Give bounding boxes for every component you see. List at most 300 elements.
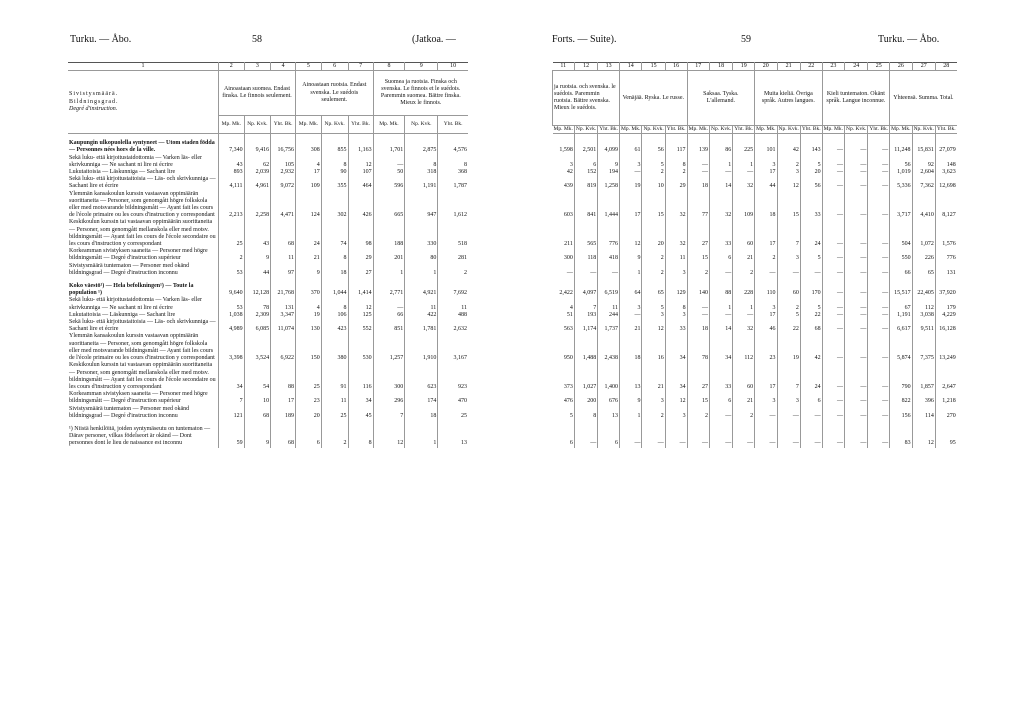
table-cell: 21,768 — [271, 277, 296, 297]
table-cell: 2,438 — [598, 333, 620, 362]
table-cell: 15 — [777, 191, 800, 220]
table-cell: 59 — [219, 420, 245, 448]
table-cell: — — [709, 420, 732, 448]
section2-row — [553, 362, 957, 391]
table-cell: 90 — [321, 169, 348, 176]
table-cell: — — [868, 420, 890, 448]
table-cell: 8,127 — [935, 191, 956, 220]
table-cell: 22 — [777, 319, 800, 333]
table-cell: 12,128 — [244, 277, 271, 297]
table-cell: 1,027 — [574, 362, 597, 391]
table-cell: 296 — [373, 391, 405, 405]
sub-header-women: Np. Kvk. — [846, 126, 867, 132]
table-cell: 43 — [219, 155, 245, 169]
table-cell: 3,524 — [244, 333, 271, 362]
table-cell: 88 — [271, 362, 296, 391]
table-cell: 1,191 — [405, 176, 438, 190]
table-cell: 1 — [709, 155, 732, 169]
table-cell: 43 — [244, 219, 271, 248]
table-cell: 422 — [405, 312, 438, 319]
table-cell: 101 — [755, 134, 777, 155]
section1-row — [553, 176, 957, 190]
table-cell: 24 — [800, 219, 822, 248]
sub-header-men: Mp. Mk. — [823, 126, 844, 132]
table-cell: 3,623 — [935, 169, 956, 176]
table-cell: 11 — [321, 391, 348, 405]
table-cell: — — [777, 420, 800, 448]
row-label: Korkeamman sivistyksen saaneita — Personer med högre bildningsmått — Degré d'instruction supérieur — [69, 248, 208, 262]
table-cell: — — [777, 406, 800, 420]
table-cell: 439 — [563, 183, 573, 190]
table-cell: 116 — [348, 362, 373, 391]
table-cell: — — [777, 263, 800, 277]
table-cell: 15 — [642, 191, 665, 220]
table-cell: 2 — [733, 406, 755, 420]
table-cell: — — [733, 169, 755, 176]
table-cell: 32 — [665, 219, 687, 248]
table-cell: 3 — [777, 248, 800, 262]
col-number: 26 — [890, 63, 912, 71]
table-cell: — — [733, 420, 755, 448]
table-cell: — — [642, 420, 665, 448]
table-cell: 15 — [687, 391, 709, 405]
row-label: Lukutaitoisia — Läskunniga — Sachant lire — [69, 169, 176, 176]
table-cell: 226 — [912, 248, 935, 262]
table-cell: 300 — [373, 362, 405, 391]
table-cell: 12 — [665, 391, 687, 405]
table-cell: — — [687, 297, 709, 311]
table-cell: 819 — [574, 176, 597, 190]
table-cell: 7 — [574, 297, 597, 311]
section1-row — [553, 263, 957, 277]
table-cell: 4,229 — [935, 312, 956, 319]
table-cell: 5 — [800, 297, 822, 311]
right-sub-header-row — [553, 126, 957, 134]
table-cell: 16,756 — [271, 134, 296, 155]
table-cell: — — [822, 176, 844, 190]
table-cell: 66 — [890, 263, 912, 277]
table-cell: 2,501 — [574, 134, 597, 155]
table-cell: — — [822, 297, 844, 311]
table-cell: 131 — [935, 263, 956, 277]
table-cell: 423 — [321, 319, 348, 333]
col-number: 11 — [553, 63, 575, 71]
section2-row — [68, 319, 468, 333]
group-header-swedish-better: ja ruotsia. och svenska. le suédois. Paremmin ruotsia. Bättre svenska. Mieux le suédois. — [553, 71, 620, 126]
table-cell: 1 — [405, 420, 438, 448]
col-number: 4 — [271, 63, 296, 71]
table-cell: 9,511 — [912, 319, 935, 333]
table-cell: 56 — [890, 155, 912, 169]
row-label: Koko väestö¹) — Hela befolkningen¹) — Toute la population ¹) — [69, 283, 194, 297]
table-cell: 109 — [296, 176, 322, 190]
table-cell: — — [800, 263, 822, 277]
left-column-number-row — [68, 63, 468, 71]
table-cell: 822 — [890, 391, 912, 405]
table-cell: 1,218 — [935, 391, 956, 405]
table-cell: 60 — [733, 219, 755, 248]
table-cell: — — [709, 406, 732, 420]
table-cell: 368 — [438, 169, 468, 176]
group-header-bilingual: Suomea ja ruotsia. Finska och svenska. Le finnois et le suédois. Paremmin suomea. Bättre finska. Mieux le finnois. — [373, 71, 468, 116]
table-cell: 3,398 — [219, 333, 245, 362]
right-header-continued: Forts. — Suite). — [552, 34, 617, 45]
table-cell: 3 — [620, 297, 642, 311]
table-cell: 17 — [271, 391, 296, 405]
table-cell: — — [845, 277, 868, 297]
sub-header-men: Mp. Mk. — [219, 116, 245, 134]
table-cell: 95 — [935, 420, 956, 448]
table-cell: 855 — [321, 134, 348, 155]
table-cell: 6 — [574, 155, 597, 169]
table-cell: 33 — [709, 219, 732, 248]
table-cell: 3 — [665, 312, 687, 319]
table-cell: 44 — [755, 176, 777, 190]
table-cell: 54 — [244, 362, 271, 391]
table-cell: 23 — [755, 333, 777, 362]
table-cell: 11 — [438, 297, 468, 311]
table-cell: 281 — [438, 248, 468, 262]
table-cell: 2,309 — [244, 312, 271, 319]
table-cell: 124 — [296, 191, 322, 220]
table-cell: 4,961 — [244, 176, 271, 190]
section1-row — [553, 169, 957, 176]
table-cell: 2,039 — [244, 169, 271, 176]
table-cell: 42 — [777, 134, 800, 155]
table-cell: 25 — [438, 406, 468, 420]
sub-header-men: Mp. Mk. — [373, 116, 405, 134]
sub-header-men: Mp. Mk. — [891, 126, 911, 132]
table-cell: 32 — [733, 319, 755, 333]
table-cell: — — [868, 155, 890, 169]
sub-header-men: Mp. Mk. — [296, 116, 322, 134]
sub-header-men: Mp. Mk. — [756, 126, 776, 132]
table-cell: 9 — [620, 248, 642, 262]
table-cell: — — [845, 219, 868, 248]
table-cell: 4,471 — [271, 191, 296, 220]
section2-row — [553, 312, 957, 319]
table-cell: 148 — [935, 155, 956, 169]
table-cell: 11 — [598, 297, 620, 311]
table-cell: 12 — [373, 420, 405, 448]
table-cell: 170 — [800, 277, 822, 297]
section1-row — [68, 191, 468, 220]
table-cell: 107 — [348, 169, 373, 176]
table-cell: 3,167 — [438, 333, 468, 362]
table-cell: — — [868, 176, 890, 190]
table-cell: 18 — [405, 406, 438, 420]
table-cell: — — [845, 333, 868, 362]
table-cell: 225 — [733, 134, 755, 155]
table-cell: 5 — [642, 297, 665, 311]
table-cell: 156 — [890, 406, 912, 420]
table-cell: — — [574, 420, 597, 448]
row-label: Sekä luku- että kirjoitustaidottomia — Varken läs- eller skrivkunniga — Ne sachant ni lire ni écrire — [69, 297, 203, 311]
table-cell: — — [620, 312, 642, 319]
sub-header-women: Np. Kvk. — [575, 126, 597, 132]
table-cell: 50 — [373, 169, 405, 176]
sub-header-total: Yht. Bk. — [801, 126, 821, 132]
section1-total-row — [68, 134, 468, 155]
table-cell: 188 — [373, 219, 405, 248]
table-cell: — — [868, 169, 890, 176]
table-cell: 2 — [777, 155, 800, 169]
table-cell: 476 — [563, 398, 573, 405]
table-cell: 152 — [574, 169, 597, 176]
table-cell: 2 — [755, 248, 777, 262]
table-cell: — — [822, 219, 844, 248]
group-header-other-languages: Muita kieliä. Övriga språk. Autres langues. — [755, 71, 823, 126]
table-cell: 4,921 — [405, 277, 438, 297]
section2-row — [68, 333, 468, 362]
table-cell: — — [373, 155, 405, 169]
table-cell: 3,717 — [890, 191, 912, 220]
table-cell: — — [845, 297, 868, 311]
table-cell: 118 — [574, 248, 597, 262]
table-cell: 318 — [405, 169, 438, 176]
table-cell: — — [868, 333, 890, 362]
table-cell: 32 — [709, 191, 732, 220]
left-group-header-row — [68, 71, 468, 116]
section1-row — [553, 191, 957, 220]
sub-header-total: Yht. Bk. — [348, 116, 373, 134]
table-cell: 1,857 — [912, 362, 935, 391]
table-cell: 32 — [665, 191, 687, 220]
col-number: 20 — [755, 63, 777, 71]
table-cell: — — [822, 312, 844, 319]
table-cell: 131 — [271, 297, 296, 311]
table-cell: 17 — [755, 219, 777, 248]
table-cell: 676 — [598, 391, 620, 405]
table-cell: 1,444 — [598, 191, 620, 220]
col-number: 22 — [800, 63, 822, 71]
col-number: 9 — [405, 63, 438, 71]
group-header-russian: Venäjää. Ryska. Le russe. — [620, 71, 688, 126]
table-cell: 603 — [563, 212, 573, 219]
table-cell: 21 — [620, 319, 642, 333]
left-page-number: 58 — [252, 34, 262, 45]
table-cell: 6 — [709, 248, 732, 262]
table-cell: 7 — [777, 219, 800, 248]
table-cell: 1,414 — [348, 277, 373, 297]
right-column-number-row — [553, 63, 957, 71]
table-cell: 65 — [912, 263, 935, 277]
group-header-finnish-only: Ainoastaan suomea. Endast finska. Le finnois seulement. — [219, 71, 296, 116]
table-cell: — — [620, 169, 642, 176]
table-cell: 2 — [642, 169, 665, 176]
table-cell: 1,787 — [438, 176, 468, 190]
table-cell: 2,632 — [438, 319, 468, 333]
table-cell: 370 — [296, 277, 322, 297]
col-number: 19 — [733, 63, 755, 71]
table-cell: — — [687, 420, 709, 448]
sub-header-women: Np. Kvk. — [778, 126, 799, 132]
table-cell: 24 — [800, 362, 822, 391]
table-cell: 179 — [935, 297, 956, 311]
table-cell: — — [800, 420, 822, 448]
table-cell: 24 — [296, 219, 322, 248]
table-cell: 45 — [348, 406, 373, 420]
table-cell: 7,375 — [912, 333, 935, 362]
table-cell: 426 — [348, 191, 373, 220]
table-cell: 13 — [620, 362, 642, 391]
table-cell: 18 — [321, 263, 348, 277]
table-cell: 1,910 — [405, 333, 438, 362]
table-cell: 8 — [321, 248, 348, 262]
table-cell: 112 — [912, 297, 935, 311]
table-cell: 130 — [296, 319, 322, 333]
table-cell: 13,249 — [935, 333, 956, 362]
table-cell: 92 — [912, 155, 935, 169]
table-cell: 19 — [777, 333, 800, 362]
table-cell: 504 — [890, 219, 912, 248]
table-cell: 4,111 — [219, 176, 245, 190]
table-cell: 109 — [733, 191, 755, 220]
row-label: Lukutaitoisia — Läskunniga — Sachant lire — [69, 311, 176, 318]
table-cell: 6 — [709, 391, 732, 405]
table-cell: 12 — [777, 176, 800, 190]
table-cell: 3 — [642, 391, 665, 405]
table-cell: — — [822, 319, 844, 333]
table-cell: 77 — [687, 191, 709, 220]
stub-header-sv: Bildningsgrad. — [69, 98, 119, 105]
table-cell: 34 — [219, 362, 245, 391]
table-cell: 563 — [563, 326, 573, 333]
left-statistics-table — [68, 62, 468, 448]
table-cell: 923 — [438, 362, 468, 391]
table-cell: 18 — [755, 191, 777, 220]
table-cell: 552 — [348, 319, 373, 333]
table-cell: 270 — [935, 406, 956, 420]
table-cell: 3 — [665, 263, 687, 277]
col-number: 17 — [687, 63, 709, 71]
table-cell: 5 — [800, 248, 822, 262]
table-cell: 1,019 — [890, 169, 912, 176]
table-cell: 1,044 — [321, 277, 348, 297]
table-cell: 10 — [244, 391, 271, 405]
table-cell: 20 — [642, 219, 665, 248]
table-cell: 11,248 — [890, 134, 912, 155]
table-cell: 4,989 — [219, 319, 245, 333]
table-cell: 11 — [271, 248, 296, 262]
row-label: Ylemmän kansakoulun kurssin vastaavan oppimäärän suorittaneita — Personer, som genomgått högre folkskola eller med motsvarande bildningsmått — Ayant fait les cours de l'école primaire ou les cours d'instruction y correspondant — [69, 333, 215, 362]
sub-header-men: Mp. Mk. — [621, 126, 641, 132]
table-cell: — — [566, 269, 573, 276]
table-cell: 1,737 — [598, 319, 620, 333]
table-cell: 194 — [598, 169, 620, 176]
table-cell: 12,698 — [935, 176, 956, 190]
section2-row — [68, 391, 468, 405]
table-cell: — — [687, 155, 709, 169]
table-cell: 22,405 — [912, 277, 935, 297]
table-cell: 5 — [642, 155, 665, 169]
table-cell: 15 — [687, 248, 709, 262]
stub-header-fr: Degré d'instruction. — [69, 105, 118, 112]
table-cell: — — [822, 391, 844, 405]
sub-header-total: Yht. Bk. — [666, 126, 686, 132]
table-cell: 1,598 — [559, 147, 573, 154]
group-header-german: Saksaa. Tyska. L'allemand. — [687, 71, 755, 126]
col-number: 6 — [321, 63, 348, 71]
table-cell: — — [709, 263, 732, 277]
table-cell: 80 — [405, 248, 438, 262]
section1-row — [68, 263, 468, 277]
table-cell: 200 — [574, 391, 597, 405]
table-cell: 1 — [620, 406, 642, 420]
col-number: 18 — [709, 63, 732, 71]
row-label: Sekä luku- että kirjoitustaitoisia — Läs- och skrivkunniga — Sachant lire et écrire — [69, 176, 216, 190]
table-cell: 97 — [271, 263, 296, 277]
table-cell: 112 — [733, 333, 755, 362]
table-cell: — — [822, 333, 844, 362]
table-cell: 8 — [665, 155, 687, 169]
table-cell: — — [868, 263, 890, 277]
sub-header-total: Yht. Bk. — [734, 126, 754, 132]
table-cell: 10 — [642, 176, 665, 190]
table-cell: 18 — [620, 333, 642, 362]
table-cell: 1 — [733, 297, 755, 311]
table-cell: 2,932 — [271, 169, 296, 176]
section1-row — [68, 176, 468, 190]
table-cell: 2,213 — [219, 191, 245, 220]
table-cell: 34 — [665, 362, 687, 391]
table-cell: 44 — [244, 263, 271, 277]
table-cell: 12 — [348, 155, 373, 169]
table-cell: — — [822, 263, 844, 277]
table-cell: 33 — [709, 362, 732, 391]
table-cell: 117 — [665, 134, 687, 155]
table-cell: 32 — [733, 176, 755, 190]
table-cell: — — [822, 406, 844, 420]
table-cell: — — [868, 191, 890, 220]
table-cell: 19 — [620, 176, 642, 190]
table-cell: 5,874 — [890, 333, 912, 362]
table-cell: 8 — [321, 297, 348, 311]
table-cell: 7 — [777, 362, 800, 391]
group-header-unknown-language: Kieli tuntematon. Okänt språk. Langue inconnue. — [822, 71, 890, 126]
table-cell: 9,072 — [271, 176, 296, 190]
col-number: 21 — [777, 63, 800, 71]
table-cell: — — [709, 169, 732, 176]
table-cell: 61 — [620, 134, 642, 155]
table-cell: 3 — [569, 161, 573, 168]
table-cell: 11 — [405, 297, 438, 311]
table-cell: 6 — [569, 440, 573, 447]
sub-header-women: Np. Kvk. — [321, 116, 348, 134]
row-label: Korkeamman sivistyksen saaneita — Personer med högre bildningsmått — Degré d'instruction supérieur — [69, 391, 208, 405]
table-cell: — — [845, 134, 868, 155]
sub-header-women: Np. Kvk. — [913, 126, 934, 132]
table-cell: 2 — [321, 420, 348, 448]
table-cell: — — [868, 362, 890, 391]
table-cell: 244 — [598, 312, 620, 319]
table-cell: 105 — [271, 155, 296, 169]
table-cell: 2 — [642, 263, 665, 277]
table-cell: 53 — [219, 263, 245, 277]
table-cell: — — [845, 155, 868, 169]
table-cell: 2,875 — [405, 134, 438, 155]
col-number: 16 — [665, 63, 687, 71]
table-cell: 565 — [574, 219, 597, 248]
table-cell: — — [868, 406, 890, 420]
table-cell: 27 — [348, 263, 373, 277]
table-cell: 27 — [687, 362, 709, 391]
table-cell: 488 — [438, 312, 468, 319]
table-cell: 67 — [890, 297, 912, 311]
table-cell: — — [845, 312, 868, 319]
row-label: Sekä luku- että kirjoitustaidottomia — Varken läs- eller skrivkunniga — Ne sachant ni lire ni écrire — [69, 154, 203, 168]
table-cell: 7,340 — [219, 134, 245, 155]
